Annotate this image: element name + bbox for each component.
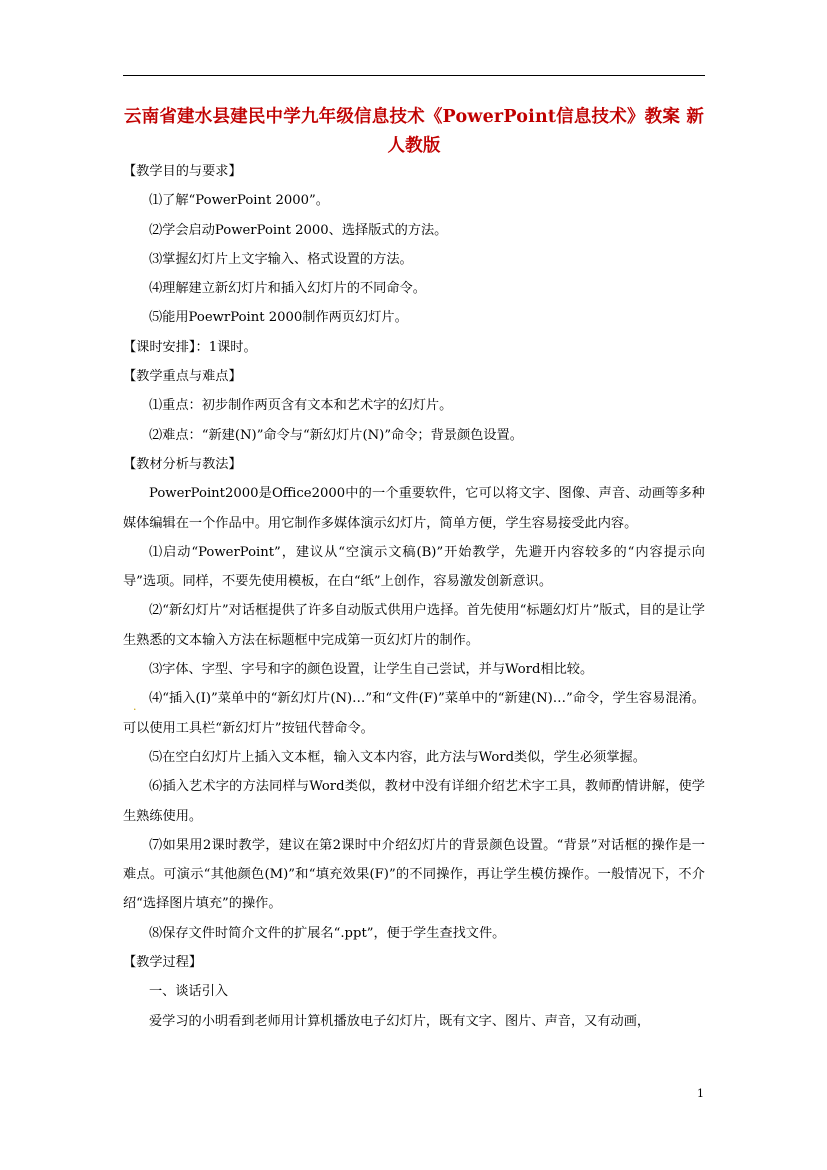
body-paragraph: ⑵学会启动PowerPoint 2000、选择版式的方法。 [149, 222, 448, 238]
body-paragraph: PowerPoint2000是Office2000中的一个重要软件，它可以将文字、图像、声音、动画等多种媒体编辑在一个作品中。用它制作多媒体演示幻灯片，简单方便，学生容易接受此内容。 [123, 486, 705, 531]
section-heading: 【教学重点与难点】 [123, 369, 242, 385]
body-paragraph: ⑸能用PoewrPoint 2000制作两页幻灯片。 [149, 310, 408, 326]
section-heading: 【教学目的与要求】 [123, 164, 242, 179]
body-paragraph: 爱学习的小明看到老师用计算机播放电子幻灯片，既有文字、图片、声音，又有动画， [149, 1013, 651, 1029]
page-number: 1 [697, 1087, 704, 1100]
body-paragraph: ⑶掌握幻灯片上文字输入、格式设置的方法。 [149, 251, 413, 267]
body-paragraph: ⑵“新幻灯片”对话框提供了许多自动版式供用户选择。首先使用“标题幻灯片”版式，目的是让学生熟悉的文本输入方法在标题框中完成第一页幻灯片的制作。 [123, 603, 705, 648]
body-paragraph: ⑻保存文件时简介文件的扩展名“.ppt”，便于学生查找文件。 [149, 925, 506, 941]
body-paragraph: ⑹插入艺术字的方法同样与Word类似，教材中没有详细介绍艺术字工具，教师酌情讲解，使学生熟练使用。 [123, 779, 705, 824]
header-rule [123, 75, 705, 76]
section-heading: 【教学过程】 [123, 955, 203, 971]
body-paragraph: ⑴启动“PowerPoint”，建议从“空演示文稿(B)”开始教学，先避开内容较多的“内容提示向导”选项。同样，不要先使用模板，在白“纸”上创作，容易激发创新意识。 [123, 544, 705, 590]
section-heading: 【课时安排】：1课时。 [123, 339, 257, 355]
body-paragraph: ⑷理解建立新幻灯片和插入幻灯片的不同命令。 [149, 281, 426, 297]
document-title: 云南省建水县建民中学九年级信息技术《PowerPoint信息技术》教案 新人教版 [123, 107, 705, 156]
body-paragraph: ⑴了解“PowerPoint 2000”。 [149, 193, 329, 209]
body-paragraph: ⑶字体、字型、字号和字的颜色设置，让学生自己尝试，并与Word相比较。 [149, 662, 594, 678]
margin-mark: . [133, 700, 137, 713]
document-body [123, 157, 705, 1036]
body-paragraph: ⑷“插入(I)”菜单中的“新幻灯片(N)…”和“文件(F)”菜单中的“新建(N)…”命令，学生容易混淆。可以使用工具栏“新幻灯片”按钮代替命令。 [123, 691, 705, 736]
body-paragraph: ⑸在空白幻灯片上插入文本框，输入文本内容，此方法与Word类似，学生必须掌握。 [149, 749, 646, 765]
body-paragraph: ⑴重点：初步制作两页含有文本和艺术字的幻灯片。 [149, 398, 453, 414]
body-paragraph: ⑺如果用2课时教学，建议在第2课时中介绍幻灯片的背景颜色设置。“背景”对话框的操作是一难点。可演示“其他颜色(M)”和“填充效果(F)”的不同操作，再让学生模仿操作。一般情况下，不介绍“选择图片填充”的操作。 [123, 837, 705, 912]
body-paragraph: ⑵难点：“新建(N)”命令与“新幻灯片(N)”命令；背景颜色设置。 [149, 427, 523, 443]
section-heading: 【教材分析与教法】 [123, 456, 242, 472]
body-paragraph: 一、谈话引入 [149, 984, 229, 1000]
